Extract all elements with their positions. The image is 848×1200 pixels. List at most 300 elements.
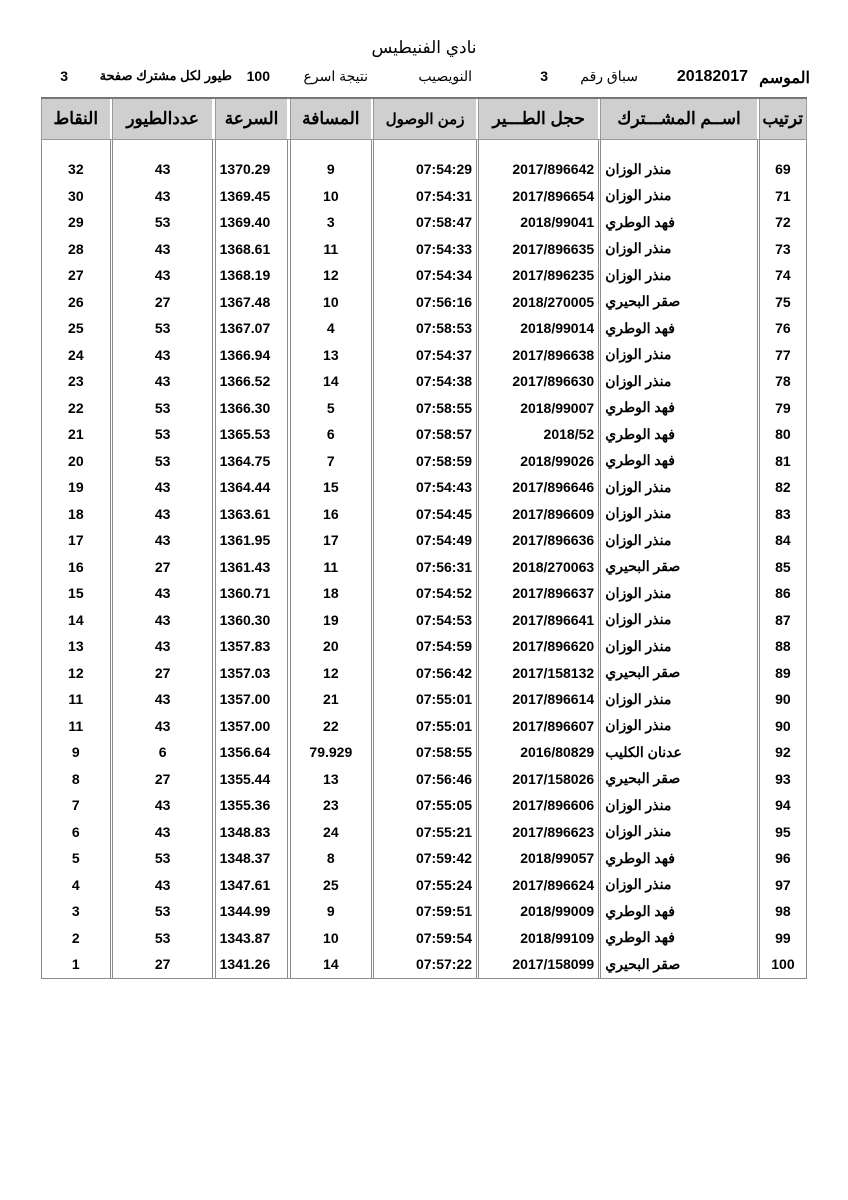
header-spacer-row [42,140,807,157]
distance-cell: 18 [290,580,371,607]
rank-cell: 81 [759,448,806,475]
speed-cell: 1344.99 [215,898,288,925]
table-row [42,713,807,740]
points-cell: 21 [42,421,111,448]
rank-cell: 77 [759,342,806,369]
table-row [42,872,807,899]
distance-cell: 15 [290,474,371,501]
bird-count-cell: 43 [112,501,213,528]
distance-cell: 21 [290,686,371,713]
points-cell: 18 [42,501,111,528]
col-header-points: النقاط [42,98,111,140]
member-name-cell: صقر البحيري [601,660,757,687]
distance-cell: 6 [290,421,371,448]
arrival-time-cell: 07:54:53 [374,607,477,634]
speed-cell: 1369.40 [215,209,288,236]
rank-cell: 71 [759,183,806,210]
points-cell: 9 [42,739,111,766]
distance-cell: 13 [290,342,371,369]
points-cell: 22 [42,395,111,422]
points-cell: 4 [42,872,111,899]
bird-count-cell: 43 [112,342,213,369]
ring-number-cell: 2017/158099 [479,951,599,978]
arrival-time-cell: 07:55:01 [374,686,477,713]
col-header-arrival: زمن الوصول [374,98,477,140]
rank-cell: 92 [759,739,806,766]
ring-number-cell: 2017/896235 [479,262,599,289]
speed-cell: 1357.00 [215,686,288,713]
bird-count-cell: 27 [112,951,213,978]
ring-number-cell: 2017/896654 [479,183,599,210]
ring-number-cell: 2018/99009 [479,898,599,925]
points-cell: 13 [42,633,111,660]
ring-number-cell: 2017/896630 [479,368,599,395]
bird-count-cell: 43 [112,156,213,183]
bird-count-cell: 43 [112,262,213,289]
points-cell: 6 [42,819,111,846]
ring-number-cell: 2017/896609 [479,501,599,528]
member-name-cell: منذر الوزان [601,633,757,660]
bird-count-cell: 53 [112,395,213,422]
member-name-cell: منذر الوزان [601,527,757,554]
bird-count-cell: 43 [112,633,213,660]
points-cell: 19 [42,474,111,501]
table-row [42,183,807,210]
col-header-rank: ترتيب [759,98,806,140]
bird-count-cell: 43 [112,792,213,819]
table-row [42,898,807,925]
distance-cell: 79.929 [290,739,371,766]
points-cell: 20 [42,448,111,475]
member-name-cell: منذر الوزان [601,474,757,501]
table-row [42,315,807,342]
arrival-time-cell: 07:57:22 [374,951,477,978]
points-cell: 8 [42,766,111,793]
arrival-time-cell: 07:54:33 [374,236,477,263]
rank-cell: 74 [759,262,806,289]
arrival-time-cell: 07:56:31 [374,554,477,581]
table-row [42,792,807,819]
points-cell: 27 [42,262,111,289]
table-row [42,236,807,263]
points-cell: 1 [42,951,111,978]
points-cell: 11 [42,713,111,740]
rank-cell: 96 [759,845,806,872]
race-label: سباق رقم [580,68,638,84]
rank-cell: 85 [759,554,806,581]
arrival-time-cell: 07:56:46 [374,766,477,793]
speed-cell: 1368.61 [215,236,288,263]
points-cell: 11 [42,686,111,713]
speed-cell: 1364.44 [215,474,288,501]
col-header-distance: المسافة [290,98,371,140]
table-row [42,845,807,872]
bird-count-cell: 53 [112,209,213,236]
race-info-line [40,68,810,92]
ring-number-cell: 2018/99014 [479,315,599,342]
bird-count-cell: 53 [112,845,213,872]
ring-number-cell: 2017/896641 [479,607,599,634]
arrival-time-cell: 07:54:29 [374,156,477,183]
table-row [42,395,807,422]
bird-count-cell: 27 [112,289,213,316]
per-member-label: طيور لكل مشترك صفحة [99,68,232,83]
arrival-time-cell: 07:58:57 [374,421,477,448]
member-name-cell: منذر الوزان [601,501,757,528]
rank-cell: 79 [759,395,806,422]
page-number: 3 [60,68,68,84]
points-cell: 5 [42,845,111,872]
speed-cell: 1364.75 [215,448,288,475]
arrival-time-cell: 07:56:42 [374,660,477,687]
table-row [42,448,807,475]
rank-cell: 90 [759,686,806,713]
speed-cell: 1365.53 [215,421,288,448]
ring-number-cell: 2017/896642 [479,156,599,183]
distance-cell: 24 [290,819,371,846]
table-row [42,421,807,448]
member-name-cell: صقر البحيري [601,289,757,316]
speed-cell: 1360.71 [215,580,288,607]
distance-cell: 9 [290,898,371,925]
arrival-time-cell: 07:59:51 [374,898,477,925]
member-name-cell: فهد الوطري [601,898,757,925]
ring-number-cell: 2017/896606 [479,792,599,819]
distance-cell: 22 [290,713,371,740]
member-name-cell: عدنان الكليب [601,739,757,766]
bird-count-cell: 43 [112,580,213,607]
speed-cell: 1357.83 [215,633,288,660]
points-cell: 32 [42,156,111,183]
rank-cell: 90 [759,713,806,740]
arrival-time-cell: 07:58:55 [374,739,477,766]
table-row [42,262,807,289]
race-location: النويصيب [418,68,472,84]
bird-count-cell: 27 [112,766,213,793]
arrival-time-cell: 07:54:38 [374,368,477,395]
season-value: 20182017 [676,68,748,85]
arrival-time-cell: 07:58:53 [374,315,477,342]
ring-number-cell: 2017/896620 [479,633,599,660]
arrival-time-cell: 07:54:52 [374,580,477,607]
rank-cell: 75 [759,289,806,316]
ring-number-cell: 2017/896636 [479,527,599,554]
ring-number-cell: 2018/270005 [479,289,599,316]
points-cell: 12 [42,660,111,687]
table-row [42,342,807,369]
arrival-time-cell: 07:54:43 [374,474,477,501]
rank-cell: 83 [759,501,806,528]
points-cell: 30 [42,183,111,210]
bird-count-cell: 6 [112,739,213,766]
rank-cell: 94 [759,792,806,819]
rank-cell: 78 [759,368,806,395]
member-name-cell: منذر الوزان [601,183,757,210]
rank-cell: 76 [759,315,806,342]
distance-cell: 17 [290,527,371,554]
ring-number-cell: 2018/270063 [479,554,599,581]
arrival-time-cell: 07:58:55 [374,395,477,422]
speed-cell: 1361.43 [215,554,288,581]
distance-cell: 3 [290,209,371,236]
speed-cell: 1343.87 [215,925,288,952]
table-row [42,289,807,316]
speed-cell: 1367.07 [215,315,288,342]
distance-cell: 11 [290,554,371,581]
points-cell: 28 [42,236,111,263]
ring-number-cell: 2018/99007 [479,395,599,422]
rank-cell: 88 [759,633,806,660]
bird-count-cell: 53 [112,925,213,952]
speed-cell: 1369.45 [215,183,288,210]
speed-cell: 1366.30 [215,395,288,422]
results-table [41,97,807,979]
member-name-cell: صقر البحيري [601,951,757,978]
bird-count-cell: 53 [112,448,213,475]
rank-cell: 100 [759,951,806,978]
bird-count-cell: 27 [112,660,213,687]
distance-cell: 10 [290,183,371,210]
table-row [42,156,807,183]
member-name-cell: فهد الوطري [601,925,757,952]
member-name-cell: فهد الوطري [601,845,757,872]
member-name-cell: منذر الوزان [601,686,757,713]
member-name-cell: منذر الوزان [601,580,757,607]
distance-cell: 12 [290,262,371,289]
rank-cell: 97 [759,872,806,899]
speed-cell: 1367.48 [215,289,288,316]
table-row [42,501,807,528]
distance-cell: 20 [290,633,371,660]
rank-cell: 72 [759,209,806,236]
table-row [42,739,807,766]
bird-count-cell: 27 [112,554,213,581]
race-number: 3 [540,68,548,84]
result-label: نتيجة اسرع [303,68,368,84]
table-row [42,633,807,660]
distance-cell: 13 [290,766,371,793]
speed-cell: 1370.29 [215,156,288,183]
rank-cell: 73 [759,236,806,263]
ring-number-cell: 2017/896638 [479,342,599,369]
rank-cell: 87 [759,607,806,634]
table-row [42,527,807,554]
rank-cell: 80 [759,421,806,448]
arrival-time-cell: 07:54:31 [374,183,477,210]
distance-cell: 23 [290,792,371,819]
ring-number-cell: 2017/896607 [479,713,599,740]
ring-number-cell: 2018/52 [479,421,599,448]
arrival-time-cell: 07:55:21 [374,819,477,846]
season-label: الموسم [759,70,810,87]
table-row [42,766,807,793]
points-cell: 24 [42,342,111,369]
ring-number-cell: 2016/80829 [479,739,599,766]
speed-cell: 1368.19 [215,262,288,289]
speed-cell: 1366.94 [215,342,288,369]
bird-count-cell: 43 [112,819,213,846]
arrival-time-cell: 07:55:24 [374,872,477,899]
speed-cell: 1341.26 [215,951,288,978]
bird-count-cell: 43 [112,686,213,713]
member-name-cell: منذر الوزان [601,262,757,289]
member-name-cell: منذر الوزان [601,819,757,846]
speed-cell: 1355.36 [215,792,288,819]
speed-cell: 1363.61 [215,501,288,528]
member-name-cell: فهد الوطري [601,395,757,422]
distance-cell: 10 [290,289,371,316]
rank-cell: 69 [759,156,806,183]
distance-cell: 11 [290,236,371,263]
member-name-cell: صقر البحيري [601,554,757,581]
ring-number-cell: 2018/99026 [479,448,599,475]
distance-cell: 4 [290,315,371,342]
distance-cell: 25 [290,872,371,899]
distance-cell: 16 [290,501,371,528]
points-cell: 2 [42,925,111,952]
table-row [42,819,807,846]
arrival-time-cell: 07:58:47 [374,209,477,236]
arrival-time-cell: 07:54:49 [374,527,477,554]
distance-cell: 14 [290,951,371,978]
speed-cell: 1348.37 [215,845,288,872]
rank-cell: 98 [759,898,806,925]
speed-cell: 1347.61 [215,872,288,899]
rank-cell: 93 [759,766,806,793]
distance-cell: 10 [290,925,371,952]
member-name-cell: فهد الوطري [601,209,757,236]
member-name-cell: منذر الوزان [601,792,757,819]
arrival-time-cell: 07:59:42 [374,845,477,872]
col-header-birds: عددالطيور [112,98,213,140]
distance-cell: 9 [290,156,371,183]
ring-number-cell: 2017/896637 [479,580,599,607]
club-title: نادي الفنيطيس [371,38,477,57]
bird-count-cell: 43 [112,474,213,501]
distance-cell: 8 [290,845,371,872]
arrival-time-cell: 07:58:59 [374,448,477,475]
table-row [42,368,807,395]
points-cell: 7 [42,792,111,819]
arrival-time-cell: 07:54:37 [374,342,477,369]
arrival-time-cell: 07:59:54 [374,925,477,952]
table-row [42,554,807,581]
col-header-name: اســم المشـــترك [601,98,757,140]
ring-number-cell: 2017/896646 [479,474,599,501]
arrival-time-cell: 07:55:05 [374,792,477,819]
ring-number-cell: 2017/896635 [479,236,599,263]
member-name-cell: منذر الوزان [601,342,757,369]
bird-count-cell: 43 [112,872,213,899]
member-name-cell: منذر الوزان [601,713,757,740]
rank-cell: 86 [759,580,806,607]
arrival-time-cell: 07:55:01 [374,713,477,740]
speed-cell: 1357.00 [215,713,288,740]
distance-cell: 5 [290,395,371,422]
arrival-time-cell: 07:54:34 [374,262,477,289]
speed-cell: 1356.64 [215,739,288,766]
ring-number-cell: 2017/896614 [479,686,599,713]
points-cell: 26 [42,289,111,316]
bird-count-cell: 43 [112,713,213,740]
distance-cell: 19 [290,607,371,634]
member-name-cell: فهد الوطري [601,315,757,342]
ring-number-cell: 2017/896623 [479,819,599,846]
table-row [42,580,807,607]
member-name-cell: صقر البحيري [601,766,757,793]
bird-count-cell: 43 [112,527,213,554]
rank-cell: 84 [759,527,806,554]
table-row [42,925,807,952]
col-header-speed: السرعة [215,98,288,140]
ring-number-cell: 2018/99057 [479,845,599,872]
bird-count-cell: 53 [112,898,213,925]
arrival-time-cell: 07:54:45 [374,501,477,528]
table-row [42,209,807,236]
bird-count-cell: 43 [112,368,213,395]
speed-cell: 1357.03 [215,660,288,687]
bird-count-cell: 43 [112,236,213,263]
points-cell: 15 [42,580,111,607]
points-cell: 25 [42,315,111,342]
distance-cell: 14 [290,368,371,395]
table-row [42,951,807,978]
speed-cell: 1348.83 [215,819,288,846]
member-name-cell: منذر الوزان [601,607,757,634]
member-name-cell: منذر الوزان [601,156,757,183]
distance-cell: 12 [290,660,371,687]
member-name-cell: فهد الوطري [601,448,757,475]
col-header-ring: حجل الطـــير [479,98,599,140]
speed-cell: 1360.30 [215,607,288,634]
member-name-cell: منذر الوزان [601,368,757,395]
member-name-cell: فهد الوطري [601,421,757,448]
points-cell: 23 [42,368,111,395]
points-cell: 16 [42,554,111,581]
rank-cell: 89 [759,660,806,687]
ring-number-cell: 2017/158132 [479,660,599,687]
rank-cell: 82 [759,474,806,501]
ring-number-cell: 2017/896624 [479,872,599,899]
rank-cell: 99 [759,925,806,952]
points-cell: 29 [42,209,111,236]
arrival-time-cell: 07:56:16 [374,289,477,316]
table-row [42,686,807,713]
bird-count: 100 [246,68,270,84]
table-row [42,660,807,687]
ring-number-cell: 2018/99041 [479,209,599,236]
speed-cell: 1366.52 [215,368,288,395]
bird-count-cell: 43 [112,607,213,634]
rank-cell: 95 [759,819,806,846]
bird-count-cell: 43 [112,183,213,210]
table-header-row [42,98,807,140]
ring-number-cell: 2018/99109 [479,925,599,952]
ring-number-cell: 2017/158026 [479,766,599,793]
points-cell: 14 [42,607,111,634]
points-cell: 3 [42,898,111,925]
bird-count-cell: 53 [112,421,213,448]
distance-cell: 7 [290,448,371,475]
arrival-time-cell: 07:54:59 [374,633,477,660]
speed-cell: 1361.95 [215,527,288,554]
points-cell: 17 [42,527,111,554]
table-row [42,607,807,634]
member-name-cell: منذر الوزان [601,872,757,899]
bird-count-cell: 53 [112,315,213,342]
table-row [42,474,807,501]
member-name-cell: منذر الوزان [601,236,757,263]
